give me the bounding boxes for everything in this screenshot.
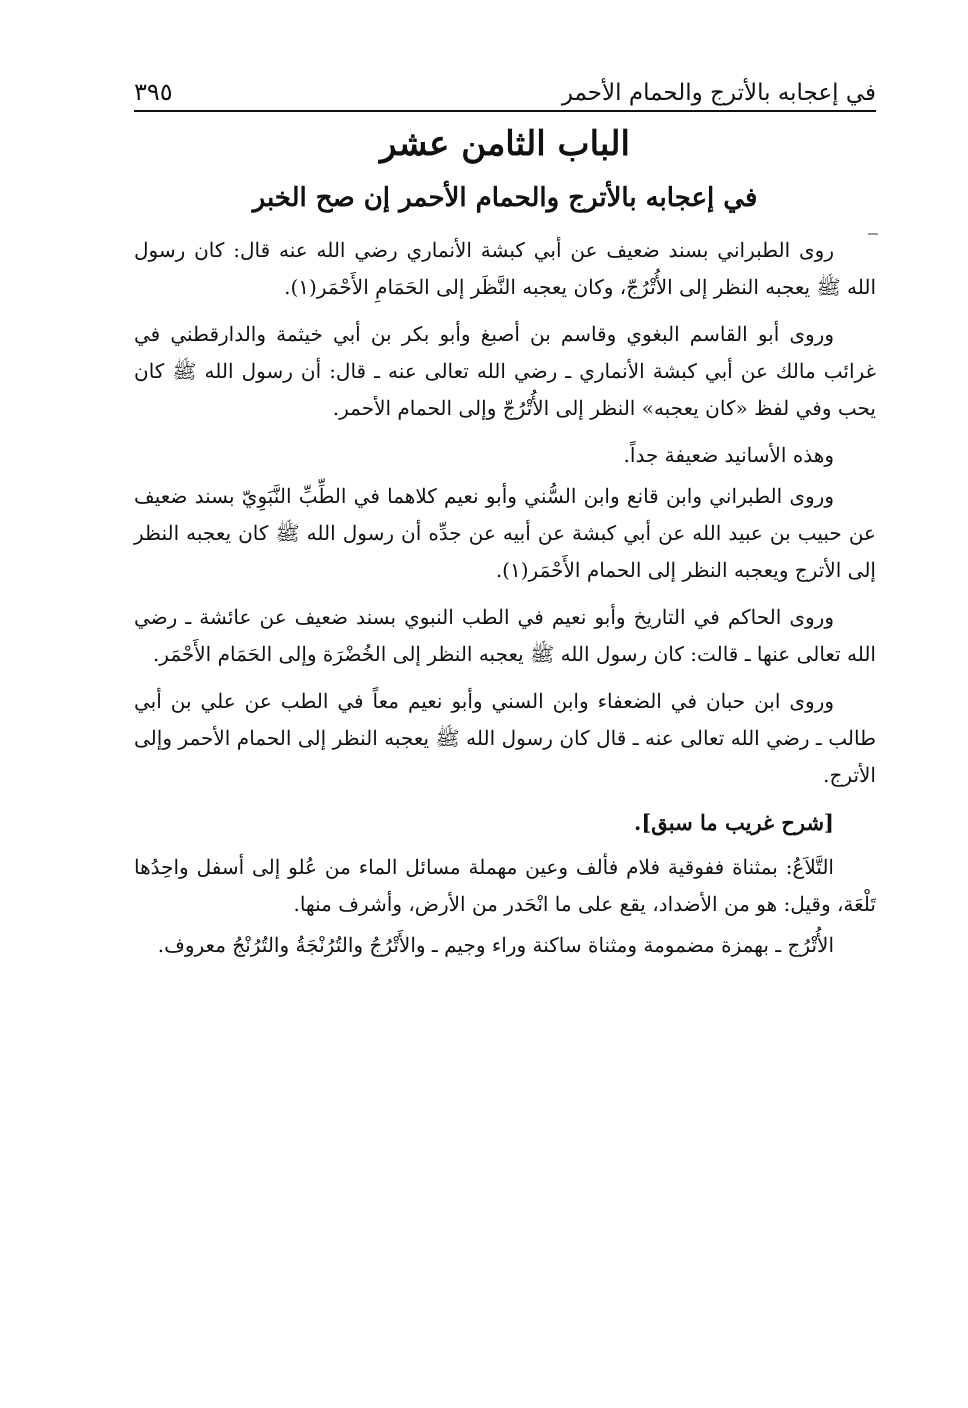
glossary-heading: [شرح غريب ما سبق]. (634, 810, 834, 835)
paragraph: روى الطبراني بسند ضعيف عن أبي كبشة الأنماري رضي الله عنه قال: كان رسول الله ﷺ يعجبه النظر إلى الأُتْرُجّ، وكان يعجبه النَّظَر إلى الحَمَامِ الأَحْمَر(١). (134, 238, 876, 299)
paragraph: وهذه الأسانيد ضعيفة جداً. (623, 443, 834, 467)
running-header (134, 70, 876, 112)
paragraph: وروى الحاكم في التاريخ وأبو نعيم في الطب النبوي بسند ضعيف عن عائشة ـ رضي الله تعالى عنها ـ قالت: كان رسول الله ﷺ يعجبه النظر إلى الخُضْرَة وإلى الحَمَام الأَحْمَر. (134, 605, 876, 666)
body-text (134, 232, 876, 968)
chapter-title: الباب الثامن عشر (379, 124, 630, 164)
paragraph: وروى الطبراني وابن قانع وابن السُّني وأبو نعيم كلاهما في الطِّبِّ النَّبَوِيّ بسند ضعيف عن حبيب بن عبيد الله عن أبي كبشة عن أبيه عن جدِّه أن رسول الله ﷺ كان يعجبه النظر إلى الأترج ويعجبه النظر إلى الحمام الأَحْمَر(١). (134, 484, 876, 582)
paragraph: وروى ابن حبان في الضعفاء وابن السني وأبو نعيم معاً في الطب عن علي بن أبي طالب ـ رضي الله تعالى عنه ـ قال كان رسول الله ﷺ يعجبه النظر إلى الحمام الأحمر وإلى الأترج. (134, 689, 876, 787)
glossary-entry: الأُتْرُج ـ بهمزة مضمومة ومثناة ساكنة وراء وجيم ـ والأَتْرُجُ والتُرُنْجَةُ والتُرُنْجُ معروف. (157, 933, 834, 957)
page-number: ٣٩٥ (134, 78, 173, 106)
running-header-title: في إعجابه بالأترج والحمام الأحمر (561, 80, 876, 106)
paragraph: وروى أبو القاسم البغوي وقاسم بن أصبغ وأبو بكر بن أبي خيثمة والدارقطني في غرائب مالك عن أبي كبشة الأنماري ـ رضي الله تعالى عنه ـ قال: أن رسول الله ﷺ كان يحب وفي لفظ «كان يعجبه» النظر إلى الأُتْرُجّ وإلى الحمام الأحمر. (134, 322, 876, 420)
chapter-subtitle: في إعجابه بالأترج والحمام الأحمر إن صح الخبر (252, 183, 758, 213)
glossary-entry: التَّلاَعُ: بمثناة ففوقية فلام فألف وعين مهملة مسائل الماء من عُلو إلى أسفل واحِدُها تَلْعَة، وقيل: هو من الأضداد، يقع على ما انْحَدر من الأرض، وأشرف منها. (134, 855, 876, 916)
